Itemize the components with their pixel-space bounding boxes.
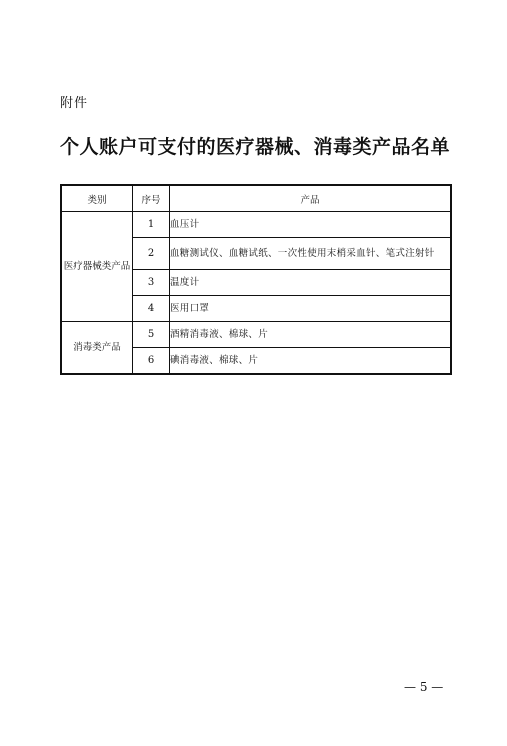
table-row [61,212,451,238]
page-number: — 5 — [404,680,444,694]
product-cell: 温度计 [170,270,452,296]
category-cell-medical-devices: 医疗器械类产品 [61,212,133,322]
index-cell: 4 [133,296,170,322]
table-header-row [61,185,451,212]
product-cell: 血糖测试仪、血糖试纸、一次性使用末梢采血针、笔式注射针 [170,238,452,270]
index-cell: 5 [133,322,170,348]
index-cell: 3 [133,270,170,296]
product-cell: 医用口罩 [170,296,452,322]
product-cell: 碘消毒液、棉球、片 [170,348,452,375]
product-cell: 酒精消毒液、棉球、片 [170,322,452,348]
document-title: 个人账户可支付的医疗器械、消毒类产品名单 [60,136,451,158]
header-index: 序号 [133,185,170,212]
category-cell-disinfection: 消毒类产品 [61,322,133,375]
product-cell: 血压计 [170,212,452,238]
product-table [60,184,452,375]
header-category: 类别 [61,185,133,212]
attachment-label: 附件 [60,96,89,111]
header-product: 产品 [170,185,452,212]
index-cell: 2 [133,238,170,270]
index-cell: 1 [133,212,170,238]
index-cell: 6 [133,348,170,375]
table-row [61,322,451,348]
